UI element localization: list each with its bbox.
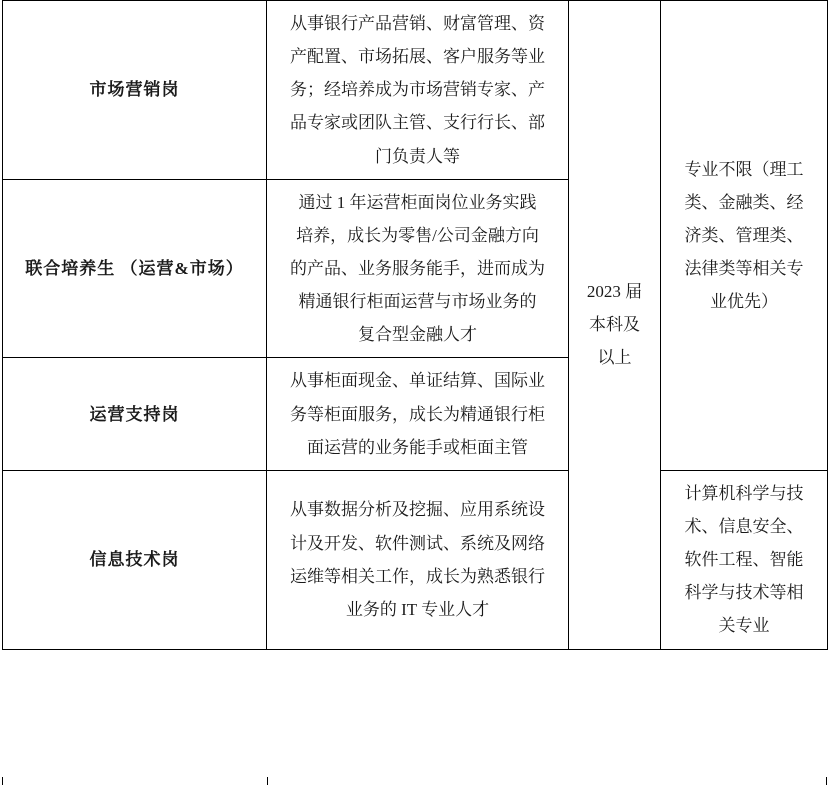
position-label: 联合培养生 [25, 258, 116, 278]
position-label: （运营&市场） [120, 258, 244, 278]
education-line: 本科及 [589, 315, 640, 335]
desc-line: 复合型金融人才 [358, 325, 477, 345]
desc-line: 从事柜面现金、单证结算、国际业 [290, 371, 545, 391]
table-bottom-divider [267, 777, 268, 785]
desc-line: 精通银行柜面运营与市场业务的 [298, 292, 537, 312]
cell-position-joint-trainee [3, 179, 267, 358]
table-row [3, 470, 828, 649]
cell-description-joint-trainee [267, 179, 569, 358]
major-line: 术、信息安全、 [684, 516, 804, 536]
major-line: 关专业 [718, 616, 770, 636]
desc-line: 面运营的业务能手或柜面主管 [307, 437, 528, 457]
table-row [3, 1, 828, 180]
desc-line: 务等柜面服务，成长为精通银行柜 [290, 404, 545, 424]
cell-major-it [661, 470, 828, 649]
cell-description-marketing [267, 1, 569, 180]
cell-position-it [3, 470, 267, 649]
education-line: 2023 届 [586, 282, 643, 302]
desc-line: 通过 1 年运营柜面岗位业务实践 [298, 192, 537, 212]
major-line: 济类、管理类、 [684, 225, 804, 245]
major-line: 计算机科学与技 [684, 483, 804, 503]
cell-position-marketing [3, 1, 267, 180]
job-table [2, 0, 828, 650]
desc-line: 从事数据分析及挖掘、应用系统设 [290, 500, 545, 520]
major-line: 科学与技术等相 [684, 583, 804, 603]
desc-line: 运维等相关工作，成长为熟悉银行 [290, 566, 545, 586]
table-bottom-edge [2, 777, 827, 785]
desc-line: 产配置、市场拓展、客户服务等业 [290, 47, 545, 67]
major-line: 类、金融类、经 [684, 192, 804, 212]
desc-line: 培养，成长为零售/公司金融方向 [296, 225, 539, 245]
position-label: 市场营销岗 [89, 80, 180, 100]
position-label: 运营支持岗 [89, 404, 180, 424]
desc-line: 的产品、业务服务能手，进而成为 [290, 258, 545, 278]
desc-line: 业务的 IT 专业人才 [345, 599, 490, 619]
desc-line: 务；经培养成为市场营销专家、产 [290, 80, 545, 100]
desc-line: 品专家或团队主管、支行行长、部 [290, 113, 545, 133]
cell-position-operations [3, 358, 267, 470]
major-line: 法律类等相关专 [684, 258, 804, 278]
desc-line: 门负责人等 [375, 146, 460, 166]
education-line: 以上 [597, 348, 632, 368]
desc-line: 从事银行产品营销、财富管理、资 [290, 14, 545, 33]
cell-major-general [661, 1, 828, 471]
cell-education [569, 1, 661, 650]
major-line: 软件工程、智能 [684, 550, 804, 570]
major-line: 专业不限（理工 [684, 159, 804, 179]
cell-description-it [267, 470, 569, 649]
position-label: 信息技术岗 [89, 550, 180, 570]
major-line: 业优先） [710, 292, 778, 312]
cell-description-operations [267, 358, 569, 470]
desc-line: 计及开发、软件测试、系统及网络 [290, 533, 545, 553]
